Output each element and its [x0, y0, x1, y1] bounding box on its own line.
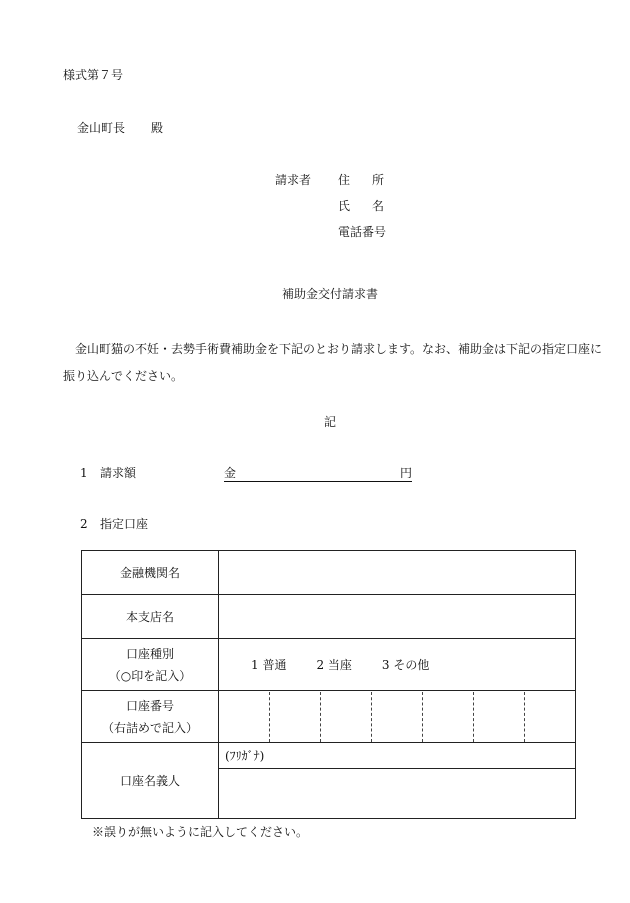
document-title: 補助金交付請求書	[281, 287, 378, 301]
account-number-label-line2: （右詰めで記入）	[101, 720, 198, 735]
account-number-field	[219, 691, 576, 743]
bank-name-label: 金融機関名	[82, 551, 219, 595]
branch-name-label: 本支店名	[82, 595, 219, 639]
furigana-label: (ﾌﾘｶﾞﾅ)	[225, 749, 265, 763]
holder-kana-row	[82, 743, 576, 769]
account-holder-field[interactable]	[219, 769, 576, 819]
account-number-label-line1: 口座番号	[125, 698, 174, 713]
bank-name-row	[82, 551, 576, 595]
digit-box[interactable]	[524, 692, 575, 742]
body-text: 金山町猫の不妊・去勢手術費補助金を下記のとおり請求します。なお、補助金は下記の指定口座に振り込んでください。	[63, 342, 603, 383]
digit-box[interactable]	[219, 692, 269, 742]
bank-name-field[interactable]	[219, 551, 576, 595]
digit-box[interactable]	[371, 692, 422, 742]
account-type-label-line2: （○印を記入）	[108, 668, 192, 683]
addressee-name: 金山町長	[77, 121, 126, 135]
digit-box[interactable]	[320, 692, 371, 742]
amount-field[interactable]	[224, 467, 412, 482]
amount-prefix: 金	[224, 466, 237, 480]
item-amount	[80, 467, 136, 479]
account-number-digits	[219, 692, 575, 742]
item-account-label: 指定口座	[100, 517, 149, 531]
branch-name-row	[82, 595, 576, 639]
requester-name-row	[338, 199, 407, 213]
requester-phone-row	[338, 226, 402, 238]
form-number: 様式第７号	[63, 68, 124, 82]
furigana-field[interactable]	[219, 743, 576, 769]
item-account-number: 2	[80, 517, 88, 531]
branch-name-field[interactable]	[219, 595, 576, 639]
requester-address-row	[338, 173, 407, 187]
account-type-row	[82, 639, 576, 691]
account-number-label	[82, 691, 219, 743]
address-label: 住所	[338, 173, 407, 187]
digit-box[interactable]	[422, 692, 473, 742]
phone-label: 電話番号	[338, 225, 387, 239]
account-holder-label: 口座名義人	[82, 743, 219, 819]
addressee	[77, 122, 163, 134]
account-type-ordinary[interactable]: 1 普通	[251, 658, 287, 672]
account-type-other[interactable]: 3 その他	[381, 658, 430, 672]
note: ※誤りが無いように記入してください。	[92, 825, 309, 839]
account-type-options	[219, 639, 576, 691]
name-label: 氏名	[338, 199, 407, 213]
digit-box[interactable]	[269, 692, 320, 742]
account-type-label-line1: 口座種別	[125, 646, 174, 661]
requester-label: 請求者	[275, 173, 312, 187]
addressee-honorific: 殿	[151, 121, 164, 135]
item-amount-number: 1	[80, 466, 88, 480]
item-account	[80, 518, 148, 530]
account-number-row	[82, 691, 576, 743]
bank-account-table	[81, 550, 576, 819]
account-type-current[interactable]: 2 当座	[316, 658, 352, 672]
amount-suffix: 円	[399, 466, 412, 480]
digit-box[interactable]	[473, 692, 524, 742]
ki-heading: 記	[323, 415, 336, 429]
account-type-label	[82, 639, 219, 691]
item-amount-label: 請求額	[100, 466, 137, 480]
